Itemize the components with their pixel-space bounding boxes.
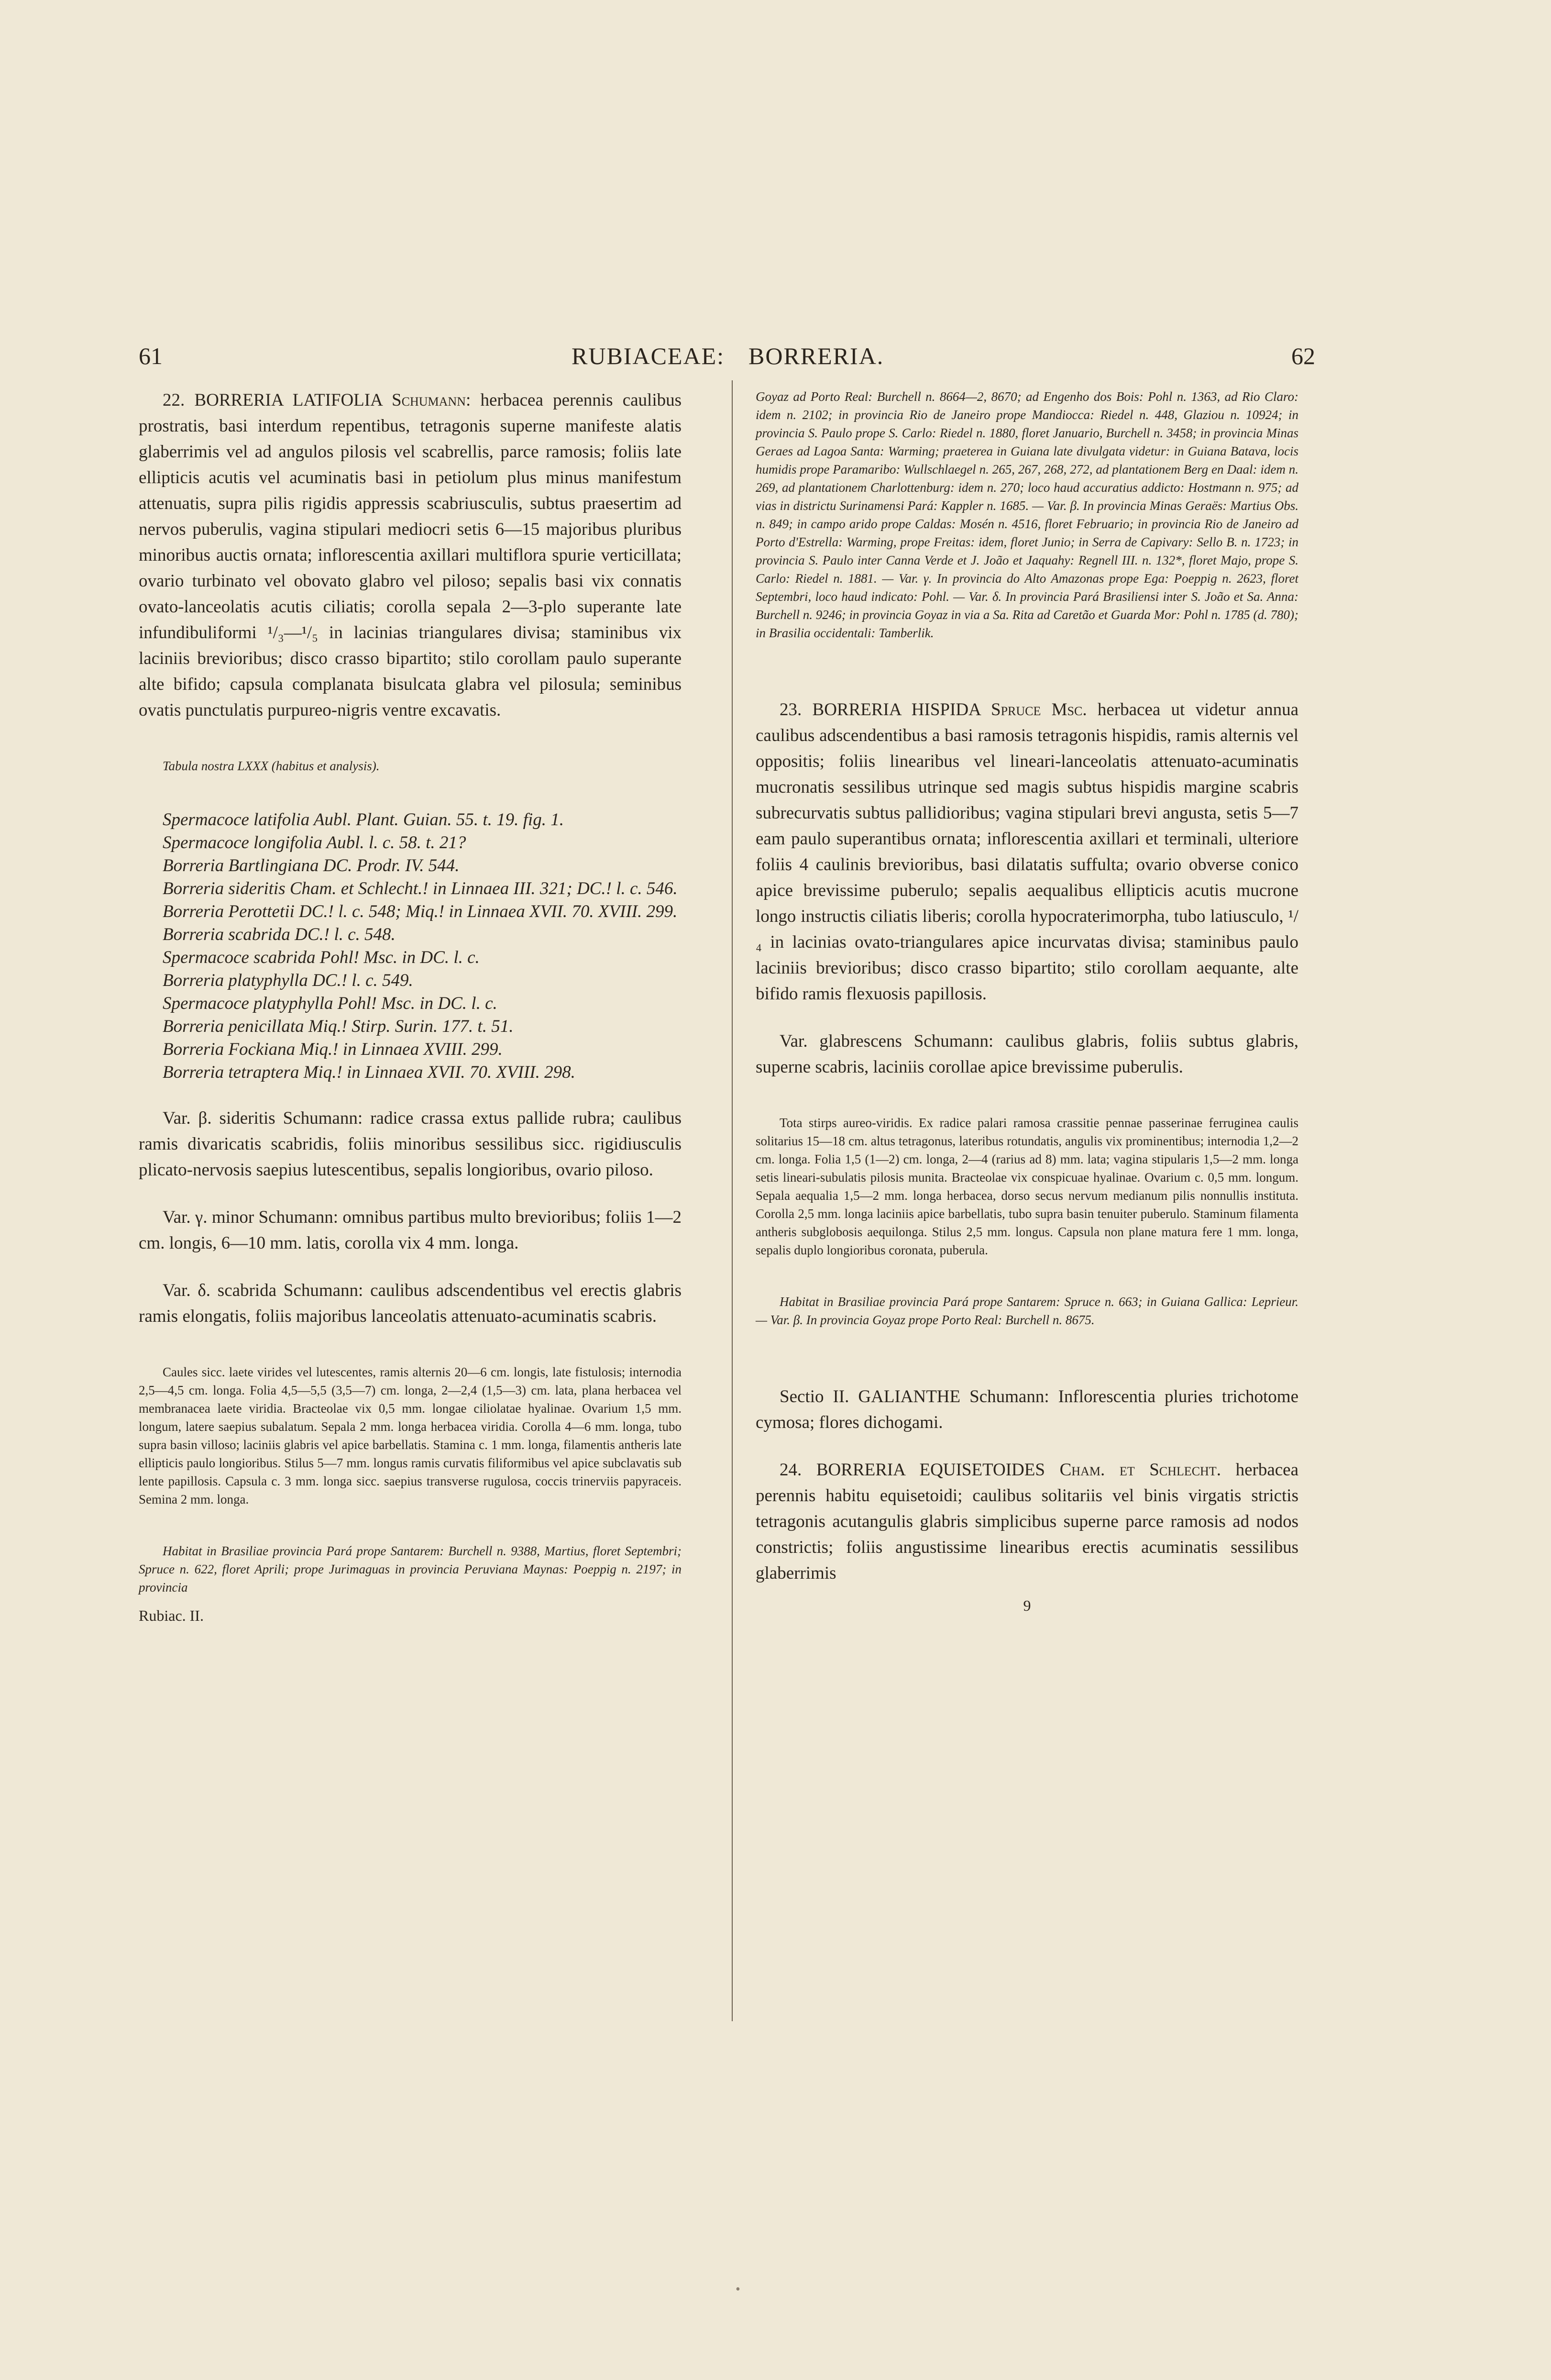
species-22-description [139,387,682,723]
synonym: Borreria tetraptera Miq.! in Linnaea XVII. 70. XVIII. 298. [163,1063,575,1082]
species-24-heading: 24. BORRERIA EQUISETOIDES [780,1460,1045,1480]
species-23-description [756,697,1298,1007]
species-22-heading: 22. BORRERIA LATIFOLIA [163,390,382,410]
detailed-description-23: Tota stirps aureo-viridis. Ex radice palari ramosa crassitie pennae passerinae ferruginea caulis solitarius 15—18 cm. altus tetragonus, lateribus rotundatis, angulis vix prominentibus; internodia 1,2—2 cm. longa. Folia 1,5 (1—2) cm. longa, 2—4 (rarius ad 8) mm. lata; vagina stipularis 1,5—2 mm. longa setis lineari-subulatis pilosis munita. Bracteolae vix conspicuae hyalinae. Ovarium c. 0,5 mm. longum. Sepala aequalia 1,5—2 mm. longa herbacea, dorso secus nervum medianum pilis nonnullis instituta. Corolla 2,5 mm. longa laciniis apice barbellatis, tubo supra basin tenuiter puberulo. Staminum filamenta antheris subglobosis aequilonga. Stilus 2,5 mm. longus. Capsula non plane matura fere 1 mm. longa, sepalis duplo longioribus coronata, puberula. [756,1116,1298,1257]
signature-mark: Rubiac. II. [139,1607,204,1624]
species-24-description [756,1457,1298,1586]
synonym: Borreria Perottetii DC.! l. c. 548; Miq.! in Linnaea XVII. 70. XVIII. 299. [163,902,678,921]
species-23-text: herbacea ut videtur annua caulibus adscendentibus a basi ramosis tetragonis hispidis, ramis alternis vel oppositis; foliis linearibus vel lineari-lanceolatis attenuato-acuminatis mucronatis sessilibus utrinque sed magis subtus hispidis margine scabris subrecurvatis subtus pallidioribus; vagina stipulari brevi angusta, setis 5—7 eam paulo superantibus ornata; inflorescentia axillari et terminali, ulteriore foliis 4 caulinis brevioribus, basi dilatatis suffulta; ovario obverse conico apice brevissime puberulo; sepalis aequalibus ellipticis acutis mucrone longo instructis ciliatis liberis; corolla hypocraterimorpha, tubo latiusculo, ¹/₄ in lacinias ovato-triangulares apice incurvatas divisa; staminibus paulo laciniis brevioribus; disco crasso bipartito; stilo corollam aequante, alte bifido ramis flexuosis papillosis. [756,700,1298,1004]
variety-gamma: Var. γ. minor Schumann: omnibus partibus multo brevioribus; foliis 1—2 cm. longis, 6—10 mm. latis, corolla vix 4 mm. longa. [139,1207,682,1253]
page-number-left: 61 [139,343,163,369]
species-22-author: Schumann: [392,390,471,410]
sectio-heading: Sectio II. GALIANTHE Schumann: Inflorescentia pluries trichotome cymosa; flores dichogami. [756,1387,1298,1432]
variety-beta: Var. β. sideritis Schumann: radice crassa extus pallide rubra; caulibus ramis divaricatis scabridis, foliis minoribus sessilibus sicc. rigidiusculis plicato-nervosis saepius lutescentibus, sepalis longioribus, ovario piloso. [139,1108,682,1180]
column-divider [732,380,733,2021]
running-header [139,342,1315,380]
tabula-reference: Tabula nostra LXXX (habitus et analysis). [163,759,380,773]
synonym-list [139,808,682,1084]
species-24-author: Cham. et Schlecht. [1059,1460,1221,1480]
variety-delta: Var. δ. scabrida Schumann: caulibus adscendentibus vel erectis glabris ramis elongatis, foliis majoribus lanceolatis attenuato-acuminatis scabris. [139,1281,682,1326]
synonym: Spermacoce latifolia Aubl. Plant. Guian. 55. t. 19. fig. 1. [163,810,564,830]
detailed-description: Caules sicc. laete virides vel lutescentes, ramis alternis 20—6 cm. longis, late fistulosis; internodia 2,5—4,5 cm. longa. Folia 4,5—5,5 (3,5—7) cm. longa, 2—2,4 (1,5—3) cm. lata, plana herbacea vel membranacea laete viridia. Bracteolae vix 0,5 mm. longae ciliolatae hyalinae. Ovarium 1,5 mm. longum, latere saepius subalatum. Sepala 2 mm. longa herbacea viridia. Corolla 4—6 mm. longa, tubo supra basin villoso; laciniis glabris vel apice barbellatis. Stamina c. 1 mm. longa, filamentis antheris late ellipticis paulo longioribus. Stilus 5—7 mm. longus ramis curvatis filiformibus vel apice subclavatis sub lente papillosis. Capsula c. 3 mm. longa sicc. saepius transverse rugulosa, coccis trinerviis papyraceis. Semina 2 mm. longa. [139,1365,682,1506]
species-24-text: herbacea perennis habitu equisetoidi; caulibus solitariis vel binis virgatis strictis tetragonis acutangulis glabris simplicibus superne parce ramosis ad nodos constrictis; foliis angustissime linearibus erectis acuminatis sessilibus glaberrimis [756,1460,1299,1583]
page-number-right: 62 [1291,343,1315,369]
habitat-23: Habitat in Brasiliae provincia Pará prope Santarem: Spruce n. 663; in Guiana Gallica: Leprieur. — Var. β. In provincia Goyaz prope Porto Real: Burchell n. 8675. [756,1295,1298,1327]
synonym: Borreria scabrida DC.! l. c. 548. [163,925,396,944]
species-23-heading: 23. BORRERIA HISPIDA [780,700,980,720]
header-title-left: RUBIACEAE: [572,343,725,369]
stray-mark: • [736,2282,740,2297]
synonym: Spermacoce longifolia Aubl. l. c. 58. t. 21? [163,833,466,852]
habitat-22: Habitat in Brasiliae provincia Pará prope Santarem: Burchell n. 9388, Martius, floret Septembri; Spruce n. 622, floret Aprili; prope Jurimaguas in provincia Peruviana Maynas: Poeppig n. 2197; in provincia [139,1544,682,1594]
synonym: Borreria penicillata Miq.! Stirp. Surin. 177. t. 51. [163,1017,514,1036]
habitat-22-continued: Goyaz ad Porto Real: Burchell n. 8664—2, 8670; ad Engenho dos Bois: Pohl n. 1363, ad Rio Claro: idem n. 2102; in provincia Rio de Janeiro prope Mandiocca: Riedel n. 448, Glaziou n. 10924; in provincia S. Paulo prope S. Carlo: Riedel n. 1880, floret Januario, Burchell n. 3458; in provincia Minas Geraes ad Lagoa Santa: Warming; praeterea in Guiana late divulgata videtur: in Guiana Batava, locis humidis prope Paramaribo: Wullschlaegel n. 265, 267, 268, 272, ad plantationem Berg en Daal: idem n. 269, ad plantationem Charlottenburg: idem n. 270; loco haud accuratius addicto: Hostmann n. 975; ad vias in districtu Surinamensi Pará: Kappler n. 1685. — Var. β. In provincia Minas Geraës: Martius Obs. n. 849; in campo arido prope Caldas: Mosén n. 4516, floret Februario; in provincia Rio de Janeiro ad Porto d'Estrella: Warming, prope Freitas: idem, floret Junio; in Serra de Capivary: Sello B. n. 1723; in provincia S. Paulo inter Canna Verde et J. João et Jaquahy: Regnell III. n. 132*, floret Majo, prope S. Carlo: Riedel n. 1881. — Var. γ. In provincia do Alto Amazonas prope Ega: Poeppig n. 2623, floret Septembri, loco haud indicato: Pohl. — Var. δ. In provincia Pará Brasiliensi inter S. João et Sa. Anna: Burchell n. 9246; in provincia Goyaz in via a Sa. Rita ad Caretão et Guarda Mor: Pohl n. 1785 (d. 780); in Brasilia occidentali: Tamberlik. [756,389,1298,640]
variety-glabrescens: Var. glabrescens Schumann: caulibus glabris, foliis subtus glabris, superne scabris, laciniis corollae apice brevissime puberulis. [756,1031,1298,1077]
header-title-right: BORRERIA. [748,343,884,369]
species-23-author: Spruce Msc. [991,700,1087,720]
synonym: Borreria Bartlingiana DC. Prodr. IV. 544. [163,856,460,875]
synonym: Spermacoce platyphylla Pohl! Msc. in DC. l. c. [163,994,497,1013]
synonym: Borreria platyphylla DC.! l. c. 549. [163,971,413,990]
signature-number: 9 [1023,1597,1031,1614]
synonym: Borreria Fockiana Miq.! in Linnaea XVIII. 299. [163,1040,503,1059]
synonym: Borreria sideritis Cham. et Schlecht.! in Linnaea III. 321; DC.! l. c. 546. [163,879,678,898]
right-column [756,387,1298,1615]
left-column [139,387,682,1625]
species-22-text: herbacea perennis caulibus prostratis, basi interdum repentibus, tetragonis superne manifeste alatis glaberrimis vel ad angulos pilosis vel scabrellis, parce ramosis; foliis late ellipticis acutis vel acuminatis basi in petiolum plus minus manifestum attenuatis, supra pilis rigidis appressis scabriusculis, subtus praesertim ad nervos puberulis, vagina stipulari mediocri setis 6—15 majoribus pluribus minoribus auctis ornata; inflorescentia axillari multiflora spurie verticillata; ovario turbinato vel obovato glabro vel piloso; sepalis basi vix connatis ovato-lanceolatis acutis ciliatis; corolla sepala 2—3-plo superante late infundibuliformi ¹/₃—¹/₅ in lacinias triangulares divisa; staminibus vix laciniis brevioribus; disco crasso bipartito; stilo corollam paulo superante alte bifido; capsula complanata bisulcata glabra vel pilosula; seminibus ovatis punctulatis purpureo-nigris ventre excavatis. [139,390,682,720]
synonym: Spermacoce scabrida Pohl! Msc. in DC. l. c. [163,948,480,967]
